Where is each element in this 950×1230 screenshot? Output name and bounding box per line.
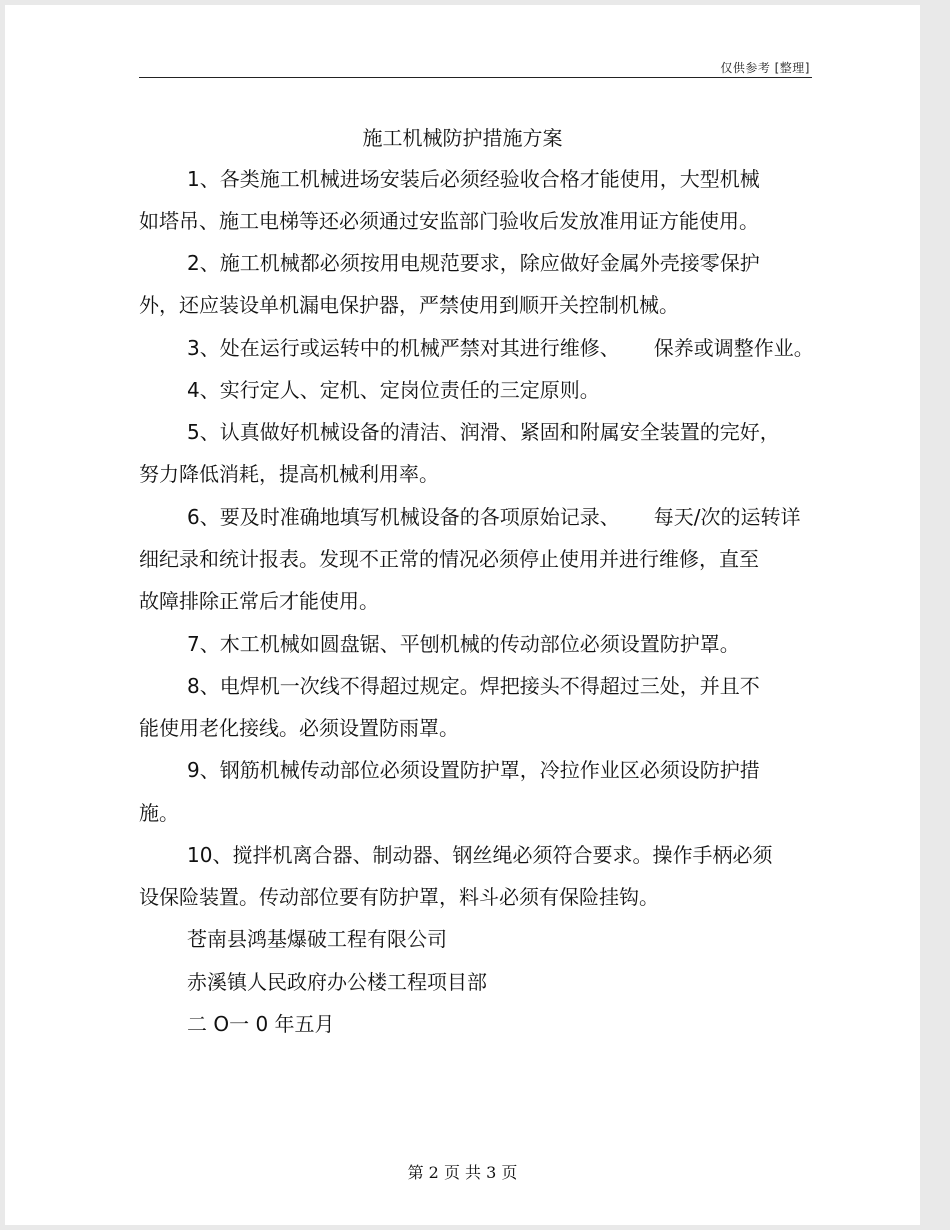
document-title: 施工机械防护措施方案 <box>362 126 563 150</box>
paragraph-line: 8、电焊机一次线不得超过规定。焊把接头不得超过三处，并且不 <box>187 674 760 698</box>
paragraph-line: 10、搅拌机离合器、制动器、钢丝绳必须符合要求。操作手柄必须 <box>187 843 773 867</box>
paragraph-line: 2、施工机械都必须按用电规范要求，除应做好金属外壳接零保护 <box>187 251 760 275</box>
header-note: 仅供参考 [整理] <box>720 61 810 75</box>
paragraph-line: 努力降低消耗，提高机械利用率。 <box>139 462 439 486</box>
signature-company: 苍南县鸿基爆破工程有限公司 <box>187 927 447 951</box>
paragraph-line <box>187 336 814 360</box>
paragraph-line: 如塔吊、施工电梯等还必须通过安监部门验收后发放准用证方能使用。 <box>139 209 759 233</box>
paragraph-line: 9、钢筋机械传动部位必须设置防护罩，冷拉作业区必须设防护措 <box>187 758 760 782</box>
document-page <box>5 5 920 1225</box>
paragraph-line: 外，还应装设单机漏电保护器，严禁使用到顺开关控制机械。 <box>139 293 679 317</box>
header-rule <box>139 77 812 78</box>
paragraph-line: 能使用老化接线。必须设置防雨罩。 <box>139 716 459 740</box>
paragraph-line-part: 6、要及时准确地填写机械设备的各项原始记录、 <box>187 505 620 529</box>
paragraph-line: 施。 <box>139 801 179 825</box>
paragraph-line: 故障排除正常后才能使用。 <box>139 589 379 613</box>
paragraph-line-part: 3、处在运行或运转中的机械严禁对其进行维修、 <box>187 336 620 360</box>
paragraph-line: 4、实行定人、定机、定岗位责任的三定原则。 <box>187 378 600 402</box>
paragraph-line: 1、各类施工机械进场安装后必须经验收合格才能使用，大型机械 <box>187 167 760 191</box>
page-number-footer: 第 2 页 共 3 页 <box>407 1163 518 1182</box>
signature-date: 二 O一 0 年五月 <box>187 1012 335 1036</box>
paragraph-line: 7、木工机械如圆盘锯、平刨机械的传动部位必须设置防护罩。 <box>187 632 740 656</box>
paragraph-line-part: 保养或调整作业。 <box>653 336 814 360</box>
signature-project: 赤溪镇人民政府办公楼工程项目部 <box>187 970 487 994</box>
paragraph-line: 细纪录和统计报表。发现不正常的情况必须停止使用并进行维修，直至 <box>139 547 759 571</box>
paragraph-line: 设保险装置。传动部位要有防护罩，料斗必须有保险挂钩。 <box>139 885 659 909</box>
paragraph-line-part: 每天/次的运转详 <box>653 505 801 529</box>
paragraph-line <box>187 505 800 529</box>
paragraph-line: 5、认真做好机械设备的清洁、润滑、紧固和附属安全装置的完好， <box>187 420 780 444</box>
